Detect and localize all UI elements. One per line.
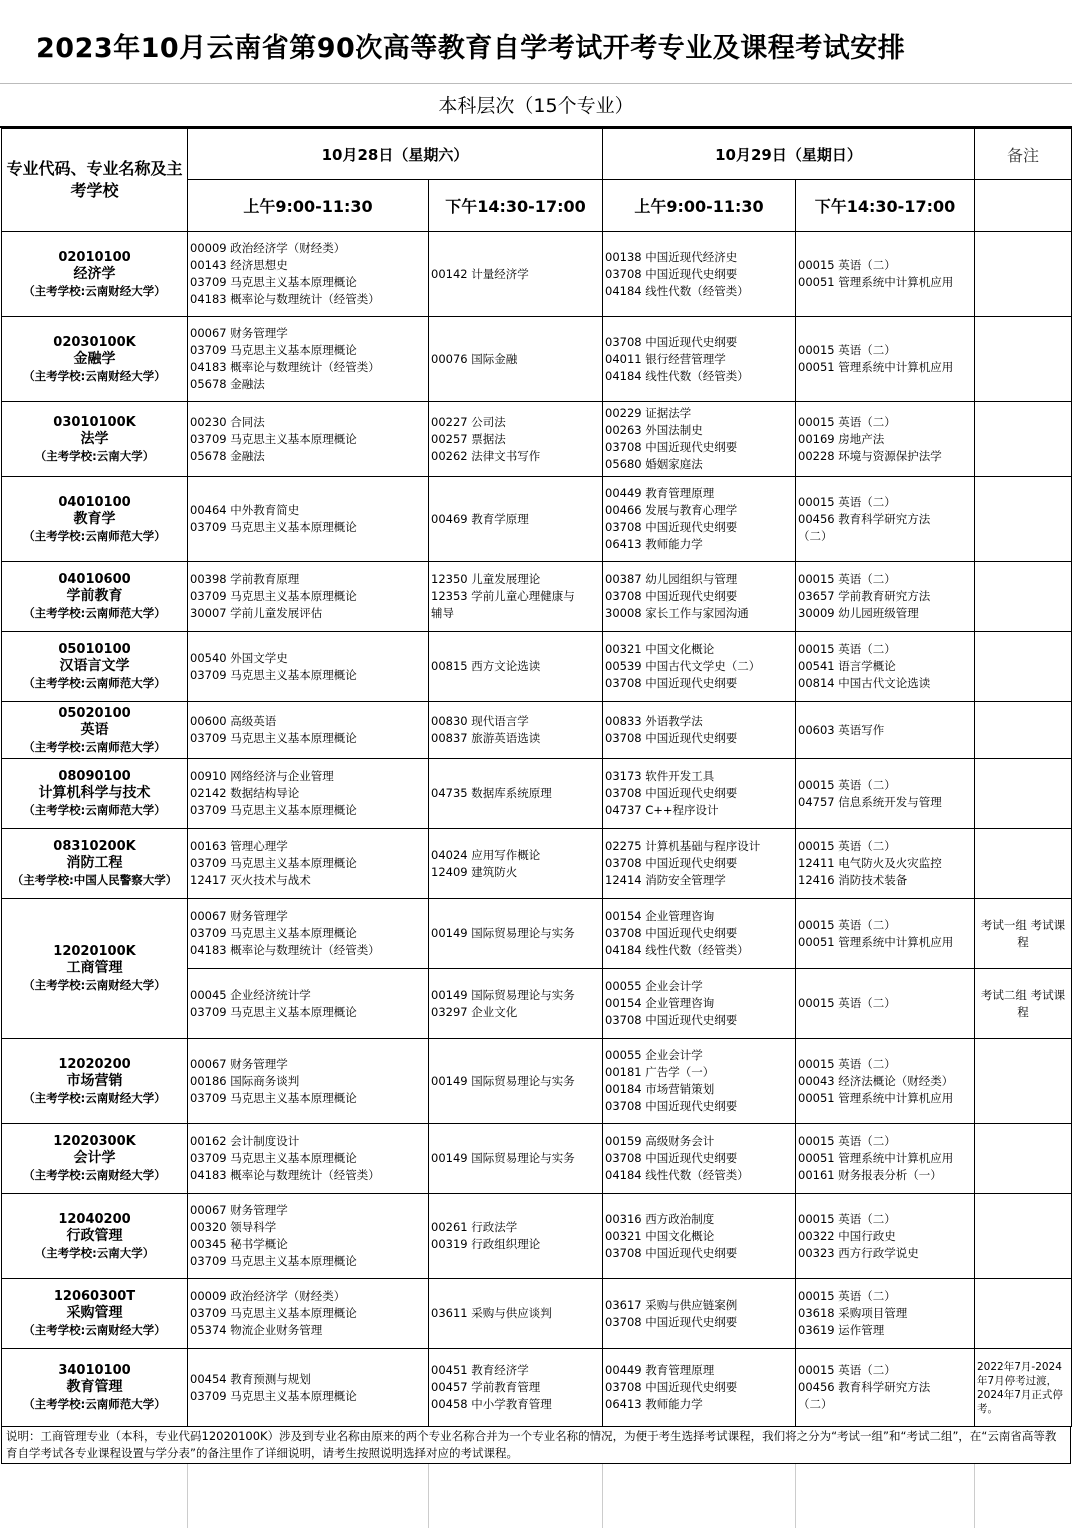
remark-cell: 2022年7月-2024年7月停考过渡，2024年7月正式停考。 [975, 1349, 1072, 1427]
major-row [2, 632, 1072, 702]
course-list-d1pm: 00451 教育经济学 00457 学前教育管理 00458 中小学教育管理 [429, 1349, 603, 1427]
course-list-d2pm: 00015 英语（二） 00051 管理系统中计算机应用 [796, 317, 975, 402]
course-list-d1pm: 00830 现代语言学 00837 旅游英语选读 [429, 702, 603, 759]
course-list-d2am: 00055 企业会计学 00154 企业管理咨询 03708 中国近现代史纲要 [603, 969, 796, 1039]
course-list-d2am: 00449 教育管理原理 03708 中国近现代史纲要 06413 教师能力学 [603, 1349, 796, 1427]
day1-header: 10月28日（星期六） [188, 129, 603, 180]
major-name: 工商管理 [66, 960, 123, 976]
major-school: （主考学校:云南财经大学） [23, 1323, 166, 1337]
major-row [2, 1124, 1072, 1194]
course-list-d2pm: 00015 英语（二） 00541 语言学概论 00814 中国古代文论选读 [796, 632, 975, 702]
course-list-d1pm: 00149 国际贸易理论与实务 03297 企业文化 [429, 969, 603, 1039]
course-list-d1am: 00398 学前教育原理 03709 马克思主义基本原理概论 30007 学前儿童发展评估 [188, 562, 429, 632]
major-cell [2, 759, 188, 829]
major-name: 消防工程 [66, 855, 123, 871]
major-code: 02030100K [53, 334, 136, 350]
course-list-d1pm: 00469 教育学原理 [429, 477, 603, 562]
major-row [2, 317, 1072, 402]
course-list-d1am: 00067 财务管理学 00186 国际商务谈判 03709 马克思主义基本原理概论 [188, 1039, 429, 1124]
major-row [2, 899, 1072, 969]
course-list-d2am: 00833 外语教学法 03708 中国近现代史纲要 [603, 702, 796, 759]
major-row [2, 702, 1072, 759]
major-name: 法学 [80, 430, 109, 447]
major-school: （主考学校:云南财经大学） [23, 978, 166, 992]
remark-cell [975, 402, 1072, 477]
course-list-d1pm: 00149 国际贸易理论与实务 [429, 1124, 603, 1194]
remark-cell [975, 632, 1072, 702]
major-cell [2, 829, 188, 899]
major-name: 汉语言文学 [59, 658, 130, 674]
course-list-d1pm: 04735 数据库系统原理 [429, 759, 603, 829]
major-school: （主考学校:中国人民警察大学） [11, 873, 178, 887]
major-school: （主考学校:云南大学） [34, 448, 155, 463]
major-row [2, 232, 1072, 317]
major-cell [2, 317, 188, 402]
major-row [2, 477, 1072, 562]
major-name: 金融学 [73, 350, 116, 367]
course-list-d1am: 00163 管理心理学 03709 马克思主义基本原理概论 12417 灭火技术与战术 [188, 829, 429, 899]
major-row [2, 562, 1072, 632]
major-code: 12060300T [53, 1289, 136, 1304]
course-list-d2pm: 00015 英语（二） 00322 中国行政史 00323 西方行政学说史 [796, 1194, 975, 1279]
day2-header: 10月29日（星期日） [603, 129, 975, 180]
course-list-d1am: 00600 高级英语 03709 马克思主义基本原理概论 [188, 702, 429, 759]
remark-cell [975, 232, 1072, 317]
remark-header-blank [975, 180, 1072, 232]
major-code: 08310200K [53, 839, 136, 854]
course-list-d2am: 00138 中国近现代经济史 03708 中国近现代史纲要 04184 线性代数（经管类） [603, 232, 796, 317]
major-name: 教育学 [73, 510, 116, 527]
course-list-d2am: 00316 西方政治制度 00321 中国文化概论 03708 中国近现代史纲要 [603, 1194, 796, 1279]
course-list-d1am: 00230 合同法 03709 马克思主义基本原理概论 05678 金融法 [188, 402, 429, 477]
major-cell [2, 232, 188, 317]
course-list-d2am: 00387 幼儿园组织与管理 03708 中国近现代史纲要 30008 家长工作与家园沟通 [603, 562, 796, 632]
course-list-d1pm: 00227 公司法 00257 票据法 00262 法律文书写作 [429, 402, 603, 477]
day1-am-header: 上午9:00-11:30 [188, 180, 429, 232]
remark-cell: 考试二组 考试课程 [975, 969, 1072, 1039]
course-list-d1am: 00162 会计制度设计 03709 马克思主义基本原理概论 04183 概率论与数理统计（经管类） [188, 1124, 429, 1194]
remark-cell [975, 829, 1072, 899]
major-row [2, 1194, 1072, 1279]
course-list-d2am: 00154 企业管理咨询 03708 中国近现代史纲要 04184 线性代数（经管类） [603, 899, 796, 969]
major-row [2, 1279, 1072, 1349]
major-cell [2, 1124, 188, 1194]
course-list-d1pm: 04024 应用写作概论 12409 建筑防火 [429, 829, 603, 899]
major-name: 市场营销 [66, 1072, 123, 1089]
remark-cell [975, 562, 1072, 632]
major-school: （主考学校:云南财经大学） [23, 1090, 166, 1105]
course-list-d2pm: 00015 英语（二） 03657 学前教育研究方法 30009 幼儿园班级管理 [796, 562, 975, 632]
major-row [2, 829, 1072, 899]
major-name: 经济学 [73, 265, 116, 282]
major-column-header: 专业代码、专业名称及主考学校 [2, 129, 188, 232]
remark-cell [975, 759, 1072, 829]
major-school: （主考学校:云南财经大学） [23, 1168, 166, 1182]
major-cell [2, 632, 188, 702]
course-list-d2am: 00229 证据法学 00263 外国法制史 03708 中国近现代史纲要 05680 婚姻家庭法 [603, 402, 796, 477]
course-list-d2pm: 00015 英语（二） 03618 采购项目管理 03619 运作管理 [796, 1279, 975, 1349]
remark-cell [975, 1279, 1072, 1349]
remark-cell [975, 1124, 1072, 1194]
course-list-d2am: 03708 中国近现代史纲要 04011 银行经营管理学 04184 线性代数（经管类） [603, 317, 796, 402]
major-cell [2, 477, 188, 562]
major-school: （主考学校:云南师范大学） [23, 606, 166, 620]
day2-pm-header: 下午14:30-17:00 [796, 180, 975, 232]
course-list-d1am: 00067 财务管理学 03709 马克思主义基本原理概论 04183 概率论与数理统计（经管类） [188, 899, 429, 969]
course-list-d2am: 00159 高级财务会计 03708 中国近现代史纲要 04184 线性代数（经管类） [603, 1124, 796, 1194]
major-code: 03010100K [53, 414, 136, 430]
course-list-d1pm: 00261 行政法学 00319 行政组织理论 [429, 1194, 603, 1279]
major-name: 教育管理 [66, 1379, 123, 1395]
major-cell [2, 402, 188, 477]
major-school: （主考学校:云南师范大学） [23, 803, 166, 817]
major-cell [2, 1279, 188, 1349]
course-list-d1am: 00454 教育预测与规划 03709 马克思主义基本原理概论 [188, 1349, 429, 1427]
course-list-d1am: 00540 外国文学史 03709 马克思主义基本原理概论 [188, 632, 429, 702]
course-list-d2pm: 00015 英语（二） 00051 管理系统中计算机应用 [796, 232, 975, 317]
course-list-d1am: 00464 中外教育简史 03709 马克思主义基本原理概论 [188, 477, 429, 562]
sheet-gridlines [0, 1464, 1072, 1528]
major-cell [2, 1194, 188, 1279]
course-list-d1am: 00045 企业经济统计学 03709 马克思主义基本原理概论 [188, 969, 429, 1039]
course-list-d2am: 00449 教育管理原理 00466 发展与教育心理学 03708 中国近现代史纲要 06413 教师能力学 [603, 477, 796, 562]
major-code: 04010600 [58, 572, 131, 587]
major-school: （主考学校:云南师范大学） [23, 528, 166, 543]
major-school: （主考学校:云南财经大学） [23, 368, 166, 383]
major-school: （主考学校:云南师范大学） [23, 1397, 166, 1411]
course-list-d1pm: 12350 儿童发展理论 12353 学前儿童心理健康与 辅导 [429, 562, 603, 632]
major-code: 12020300K [53, 1134, 136, 1149]
course-list-d2am: 03617 采购与供应链案例 03708 中国近现代史纲要 [603, 1279, 796, 1349]
major-code: 34010100 [58, 1363, 131, 1378]
course-list-d2pm: 00015 英语（二） 00043 经济法概论（财经类） 00051 管理系统中计算机应用 [796, 1039, 975, 1124]
major-code: 12020200 [58, 1056, 131, 1072]
major-code: 04010100 [58, 494, 131, 510]
title-text: 2023年10月云南省第90次高等教育自学考试开考专业及课程考试安排 [36, 33, 906, 64]
course-list-d2am: 02275 计算机基础与程序设计 03708 中国近现代史纲要 12414 消防安全管理学 [603, 829, 796, 899]
major-code: 02010100 [58, 249, 131, 265]
document-title [0, 0, 1072, 84]
course-list-d1pm: 00149 国际贸易理论与实务 [429, 899, 603, 969]
course-list-d2pm: 00015 英语（二） [796, 969, 975, 1039]
remark-cell [975, 702, 1072, 759]
major-row [2, 1039, 1072, 1124]
level-subtitle: 本科层次（15个专业） [0, 84, 1072, 128]
major-row [2, 402, 1072, 477]
course-list-d2pm: 00603 英语写作 [796, 702, 975, 759]
remark-cell [975, 317, 1072, 402]
course-list-d1am: 00009 政治经济学（财经类） 00143 经济思想史 03709 马克思主义基本原理概论 04183 概率论与数理统计（经管类） [188, 232, 429, 317]
major-name: 学前教育 [66, 588, 123, 604]
remark-header: 备注 [975, 129, 1072, 180]
major-school: （主考学校:云南师范大学） [23, 739, 166, 754]
course-list-d1pm: 00076 国际金融 [429, 317, 603, 402]
remark-cell [975, 1194, 1072, 1279]
remark-cell: 考试一组 考试课程 [975, 899, 1072, 969]
major-code: 12040200 [58, 1211, 131, 1227]
day1-pm-header: 下午14:30-17:00 [429, 180, 603, 232]
course-list-d1pm: 00149 国际贸易理论与实务 [429, 1039, 603, 1124]
schedule-table [1, 128, 1072, 1427]
explanation-note: 说明：工商管理专业（本科，专业代码12020100K）涉及到专业名称由原来的两个专业名称合并为一个专业名称的情况，为便于考生选择考试课程，我们将之分为“考试一组”和“考试二组”，在“云南省高等教育自学考试各专业课程设置与学分表”的备注里作了详细说明，请考生按照说明选择对应的考试课程。 [1, 1426, 1071, 1464]
header-row-days [2, 129, 1072, 180]
course-list-d1am: 00067 财务管理学 00320 领导科学 00345 秘书学概论 03709 马克思主义基本原理概论 [188, 1194, 429, 1279]
major-school: （主考学校:云南财经大学） [23, 283, 166, 298]
major-name: 英语 [80, 721, 109, 738]
course-list-d2am: 00321 中国文化概论 00539 中国古代文学史（二） 03708 中国近现代史纲要 [603, 632, 796, 702]
course-list-d2pm: 00015 英语（二） 00051 管理系统中计算机应用 00161 财务报表分析（一） [796, 1124, 975, 1194]
major-code: 05010100 [58, 642, 131, 657]
major-code: 12020100K [53, 944, 136, 959]
major-code: 05020100 [58, 705, 131, 721]
major-name: 行政管理 [66, 1227, 123, 1244]
major-row [2, 1349, 1072, 1427]
course-list-d1pm: 00815 西方文论选读 [429, 632, 603, 702]
course-list-d1pm: 03611 采购与供应谈判 [429, 1279, 603, 1349]
major-school: （主考学校:云南师范大学） [23, 676, 166, 690]
course-list-d2pm: 00015 英语（二） 00051 管理系统中计算机应用 [796, 899, 975, 969]
remark-cell [975, 477, 1072, 562]
course-list-d1am: 00910 网络经济与企业管理 02142 数据结构导论 03709 马克思主义基本原理概论 [188, 759, 429, 829]
course-list-d2pm: 00015 英语（二） 00456 教育科学研究方法 （二） [796, 477, 975, 562]
course-list-d2pm: 00015 英语（二） 00169 房地产法 00228 环境与资源保护法学 [796, 402, 975, 477]
major-cell [2, 1349, 188, 1427]
major-school: （主考学校:云南大学） [34, 1245, 155, 1260]
day2-am-header: 上午9:00-11:30 [603, 180, 796, 232]
major-name: 会计学 [73, 1150, 116, 1166]
major-cell [2, 702, 188, 759]
major-row [2, 759, 1072, 829]
course-list-d2am: 00055 企业会计学 00181 广告学（一） 00184 市场营销策划 03708 中国近现代史纲要 [603, 1039, 796, 1124]
course-list-d2pm: 00015 英语（二） 12411 电气防火及火灾监控 12416 消防技术装备 [796, 829, 975, 899]
remark-cell [975, 1039, 1072, 1124]
course-list-d1pm: 00142 计量经济学 [429, 232, 603, 317]
course-list-d1am: 00009 政治经济学（财经类） 03709 马克思主义基本原理概论 05374 物流企业财务管理 [188, 1279, 429, 1349]
major-cell [2, 899, 188, 1039]
course-list-d2pm: 00015 英语（二） 00456 教育科学研究方法 （二） [796, 1349, 975, 1427]
major-name: 采购管理 [66, 1305, 123, 1321]
major-cell [2, 1039, 188, 1124]
major-cell [2, 562, 188, 632]
major-name: 计算机科学与技术 [38, 785, 151, 801]
course-list-d2am: 03173 软件开发工具 03708 中国近现代史纲要 04737 C++程序设计 [603, 759, 796, 829]
course-list-d2pm: 00015 英语（二） 04757 信息系统开发与管理 [796, 759, 975, 829]
course-list-d1am: 00067 财务管理学 03709 马克思主义基本原理概论 04183 概率论与数理统计（经管类） 05678 金融法 [188, 317, 429, 402]
major-code: 08090100 [58, 769, 131, 784]
